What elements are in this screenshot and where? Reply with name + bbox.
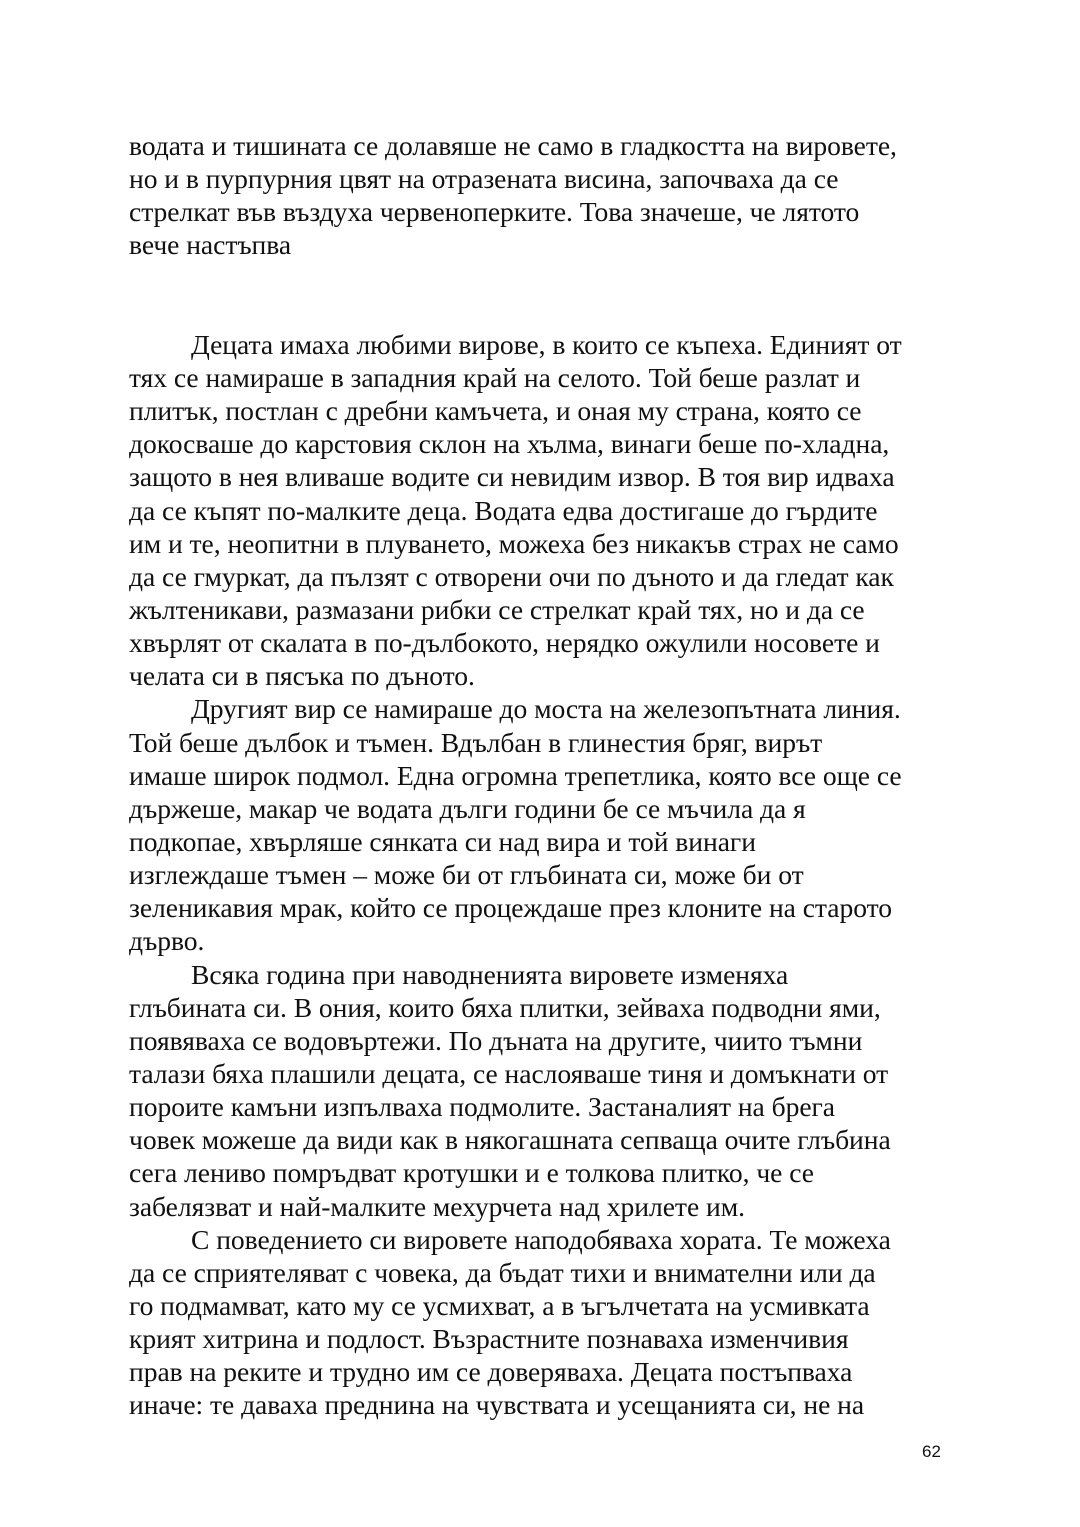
text-line: зеленикавия мрак, който се процеждаше през клоните на старото [129,892,892,924]
text-line: стрелкат във въздуха червеноперките. Това значеше, че лятото [129,196,860,228]
text-line: да се сприятеляват с човека, да бъдат тихи и внимателни или да [129,1256,876,1288]
page-number: 62 [922,1442,941,1461]
paragraph [129,1223,959,1422]
text-line: хвърлят от скалата в по-дълбокото, нерядко ожулили носовете и [129,627,880,659]
text-line: имаше широк подмол. Една огромна трепетлика, която все още се [129,759,902,791]
paragraph [129,328,959,693]
text-line: защото в нея вливаше водите си невидим извор. В тоя вир идваха [129,461,895,493]
text-line: изглеждаше тъмен – може би от глъбината си, може би от [129,859,804,891]
text-line: докосваше до карстовия склон на хълма, винаги беше по-хладна, [129,428,890,460]
paragraph [129,958,959,1223]
text-line: пороите камъни изпълваха подмолите. Застаналият на брега [129,1091,836,1123]
text-line: човек можеше да види как в някогашната сепваща очите глъбина [129,1124,891,1156]
text-line: Другият вир се намираше до моста на железопътната линия. [191,693,901,725]
text-line: държеше, макар че водата дълги години бе се мъчила да я [129,792,806,824]
text-line: жълтеникави, размазани рибки се стрелкат край тях, но и да се [129,593,865,625]
text-line: плитък, постлан с дребни камъчета, и оная му страна, която се [129,395,862,427]
text-line: но и в пурпурния цвят на отразената висина, започваха да се [129,163,839,195]
text-line: челата си в пясъка по дъното. [129,660,475,692]
body-text [129,129,959,1422]
text-line: Децата имаха любими вирове, в които се къпеха. Единият от [191,328,902,360]
text-line: да се къпят по-малките деца. Водата едва достигаше до гърдите [129,494,878,526]
text-line: прав на реките и трудно им се доверяваха. Децата постъпваха [129,1356,853,1388]
text-line: дърво. [129,925,205,957]
paragraph [129,692,959,957]
text-line: забелязват и най-малките мехурчета над хрилете им. [129,1190,745,1222]
paragraph-gap [129,262,959,328]
text-line: Всяка година при наводненията вировете изменяха [191,958,789,990]
text-line: сега лениво помръдват кротушки и е толкова плитко, че се [129,1157,814,1189]
text-line: им и те, неопитни в плуването, можеха без никакъв страх не само [129,527,899,559]
text-line: вече настъпва [129,229,292,261]
text-line: го подмамват, като му се усмихват, а в ъгълчетата на усмивката [129,1289,870,1321]
text-line: крият хитрина и подлост. Възрастните познаваха изменчивия [129,1323,849,1355]
text-line: иначе: те даваха преднина на чувствата и усещанията си, не на [129,1389,865,1421]
text-line: появяваха се водовъртежи. По дъната на другите, чиито тъмни [129,1024,863,1056]
text-line: Той беше дълбок и тъмен. Вдълбан в глинестия бряг, вирът [129,726,823,758]
text-line: водата и тишината се долавяше не само в гладкостта на вировете, [129,130,897,161]
text-line: тях се намираше в западния край на селото. Той беше разлат и [129,362,861,393]
paragraph [129,129,959,262]
text-line: подкопае, хвърляше сянката си над вира и той винаги [129,825,756,857]
text-line: глъбината си. В ония, които бяха плитки, зейваха подводни ями, [129,991,881,1023]
text-line: да се гмуркат, да пълзят с отворени очи по дъното и да гледат как [129,560,894,592]
text-line: талази бяха плашили децата, се наслояваше тиня и домъкнати от [129,1057,889,1089]
text-line: С поведението си вировете наподобяваха хората. Те можеха [191,1223,891,1255]
